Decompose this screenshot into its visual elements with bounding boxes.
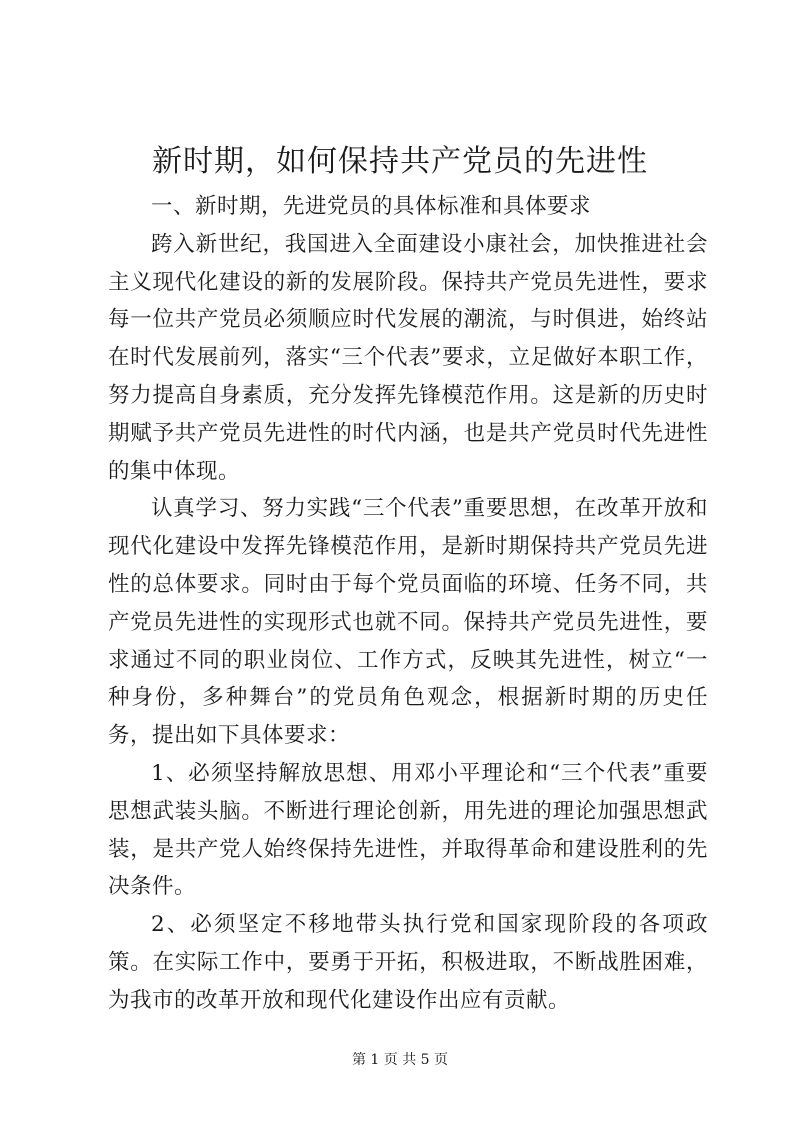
section-heading: 一、新时期，先进党员的具体标准和具体要求 (151, 194, 592, 219)
page-footer: 第 1 页 共 5 页 (351, 1052, 449, 1068)
paragraph-1: 跨入新世纪，我国进入全面建设小康社会，加快推进社会主义现代化建设的新的发展阶段。保持共产党员先进性，要求每一位共产党员必须顺应时代发展的潮流，与时俱进，始终站在时代发展前列，落实“三个代表”要求，立足做好本职工作，努力提高自身素质，充分发挥先锋模范作用。这是新的历史时期赋予共产党员先进性的时代内涵，也是共产党员时代先进性的集中体现。 (108, 231, 708, 484)
paragraph-4: 2、必须坚定不移地带头执行党和国家现阶段的各项政策。在实际工作中，要勇于开拓，积极进取，不断战胜困难，为我市的改革开放和现代化建设作出应有贡献。 (108, 912, 708, 1013)
document-title: 新时期，如何保持共产党员的先进性 (152, 144, 648, 179)
document-body (108, 188, 708, 1020)
paragraph-2: 认真学习、努力实践“三个代表”重要思想，在改革开放和现代化建设中发挥先锋模范作用，是新时期保持共产党员先进性的总体要求。同时由于每个党员面临的环境、任务不同，共产党员先进性的实现形式也就不同。保持共产党员先进性，要求通过不同的职业岗位、工作方式，反映其先进性，树立“一种身份，多种舞台”的党员角色观念，根据新时期的历史任务，提出如下具体要求： (108, 496, 708, 749)
paragraph-3: 1、必须坚持解放思想、用邓小平理论和“三个代表”重要思想武装头脑。不断进行理论创新，用先进的理论加强思想武装，是共产党人始终保持先进性，并取得革命和建设胜利的先决条件。 (108, 760, 708, 900)
